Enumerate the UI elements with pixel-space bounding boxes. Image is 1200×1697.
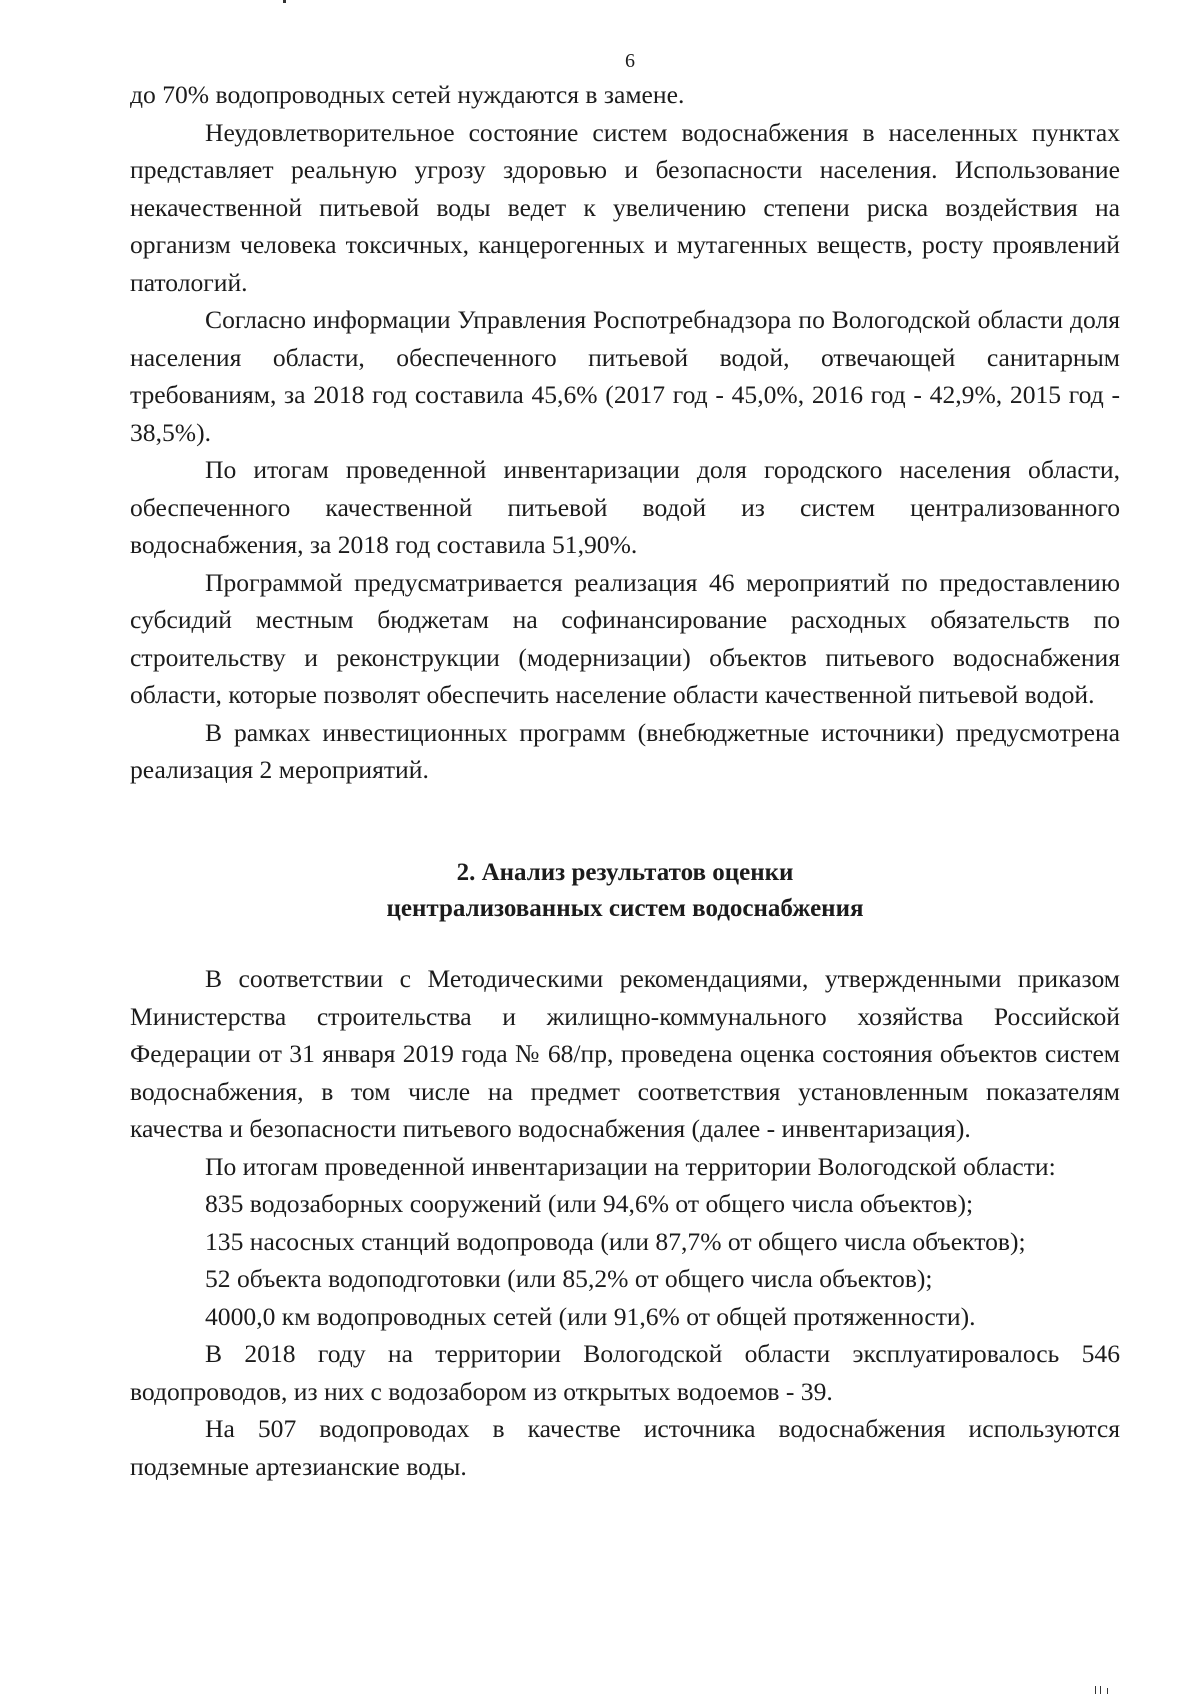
section-2-text-block — [130, 960, 1120, 1485]
section-heading-line-1: 2. Анализ результатов оценки — [456, 859, 794, 886]
paragraph-inventory-results: По итогам проведенной инвентаризации на территории Вологодской области: — [205, 1151, 1056, 1181]
scan-artifact-mark — [1095, 1686, 1096, 1694]
list-item: 835 водозаборных сооружений (или 94,6% от общего числа объектов); — [205, 1189, 974, 1218]
paragraph-investment-programs: В рамках инвестиционных программ (внебюджетные источники) предусмотрена реализация 2 мероприятий. — [130, 717, 1120, 784]
paragraph-water-threat: Неудовлетворительное состояние систем водоснабжения в населенных пунктах представляет реальную угрозу здоровью и безопасности населения. Использование некачественной питьевой воды ведет к увеличению степени риска воздействия на организм человека токсичных, канцерогенных и мутагенных веществ, росту проявлений патологий. — [130, 117, 1120, 297]
paragraph-exploitation: В 2018 году на территории Вологодской области эксплуатировалось 546 водопроводов, из них с водозабором из открытых водоемов - 39. — [130, 1339, 1120, 1406]
list-item: 52 объекта водоподготовки (или 85,2% от общего числа объектов); — [205, 1264, 933, 1293]
scan-artifact-mark — [1107, 1688, 1108, 1694]
section-heading-line-2: централизованных систем водоснабжения — [386, 895, 864, 922]
paragraph-rospotrebnadzor: Согласно информации Управления Роспотребнадзора по Вологодской области доля населения области, обеспеченного питьевой водой, отвечающей санитарным требованиям, за 2018 год составила 45,6% (2017 год - 45,0%, 2016 год - 42,9%, 2015 год - 38,5%). — [130, 305, 1120, 447]
list-item: 4000,0 км водопроводных сетей (или 91,6% от общей протяженности). — [205, 1301, 976, 1331]
page-number: 6 — [625, 50, 635, 72]
list-item: 135 насосных станций водопровода (или 87,7% от общего числа объектов); — [205, 1226, 1026, 1256]
paragraph-urban-population: По итогам проведенной инвентаризации доля городского населения области, обеспеченного качественной питьевой водой из систем централизованного водоснабжения, за 2018 год составила 51,90%. — [130, 455, 1120, 559]
scan-artifact-mark — [283, 0, 286, 3]
scan-artifact-mark — [1100, 1686, 1101, 1694]
section-heading — [130, 855, 1120, 927]
paragraph-water-sources: На 507 водопроводах в качестве источника водоснабжения используются подземные артезианские воды. — [130, 1414, 1120, 1481]
paragraph-continuation: до 70% водопроводных сетей нуждаются в замене. — [130, 80, 685, 109]
paragraph-program-measures: Программой предусматривается реализация 46 мероприятий по предоставлению субсидий местным бюджетам на софинансирование расходных обязательств по строительству и реконструкции (модернизации) объектов питьевого водоснабжения области, которые позволят обеспечить население области качественной питьевой водой. — [130, 567, 1120, 709]
paragraph-methodology: В соответствии с Методическими рекомендациями, утвержденными приказом Министерства строительства и жилищно-коммунального хозяйства Российской Федерации от 31 января 2019 года № 68/пр, проведена оценка состояния объектов систем водоснабжения, в том числе на предмет соответствия установленным показателям качества и безопасности питьевого водоснабжения (далее - инвентаризация). — [130, 964, 1120, 1143]
intro-text-block — [130, 76, 1120, 789]
